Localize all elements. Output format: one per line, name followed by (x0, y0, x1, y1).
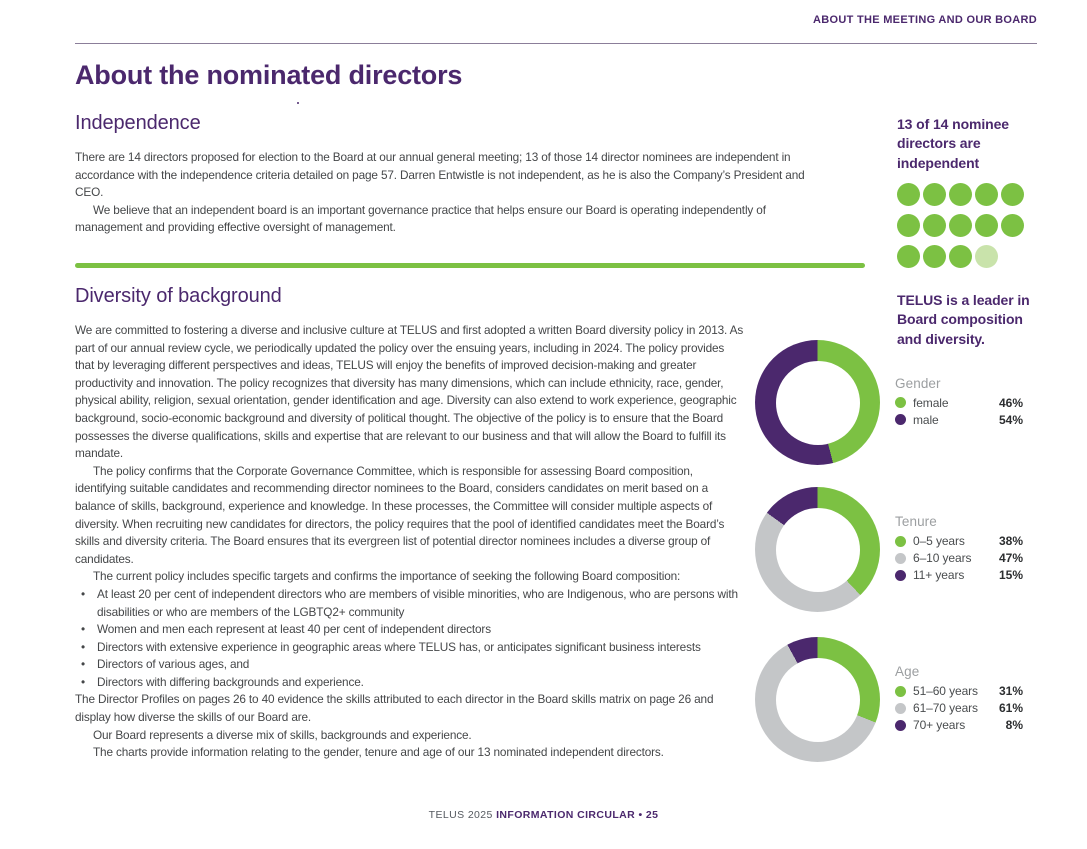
legend-value: 31% (998, 684, 1023, 698)
legend-value: 61% (998, 701, 1023, 715)
diversity-callout: TELUS is a leader in Board composition and diversity. (897, 292, 1030, 347)
legend-label: male (913, 412, 939, 427)
legend-title: Gender (895, 375, 941, 391)
independent-nominee-dot (975, 183, 998, 206)
legend-swatch-icon (895, 720, 906, 731)
legend-swatch-icon (895, 686, 906, 697)
diversity-closing-paragraph: Our Board represents a diverse mix of skills, backgrounds and experience. (93, 727, 472, 742)
diversity-paragraph: The current policy includes specific targets and confirms the importance of seeking the following Board composition: (93, 569, 681, 584)
legend-title: Tenure (895, 514, 937, 529)
legend-swatch-icon (895, 397, 906, 408)
legend-value: 38% (998, 534, 1023, 548)
legend-item (895, 684, 1023, 698)
page-footer (0, 809, 1087, 821)
legend-item (895, 396, 1023, 410)
tenure-chart-row (755, 487, 1045, 612)
legend-swatch-icon (895, 570, 906, 581)
legend-value: 54% (998, 412, 1023, 427)
legend-label: 51–60 years (913, 684, 978, 698)
independent-nominee-dot (949, 214, 972, 237)
diversity-heading: Diversity of background (75, 285, 282, 307)
age-chart-row (755, 637, 1045, 762)
independent-nominee-dot (949, 183, 972, 206)
bullet-item: • Directors with extensive experience in geographic areas where TELUS has, or anticipates significant business interests (75, 639, 745, 657)
legend-item (895, 718, 1023, 732)
bullet-item: • Directors of various ages, and (75, 656, 745, 674)
bullet-item: • Directors with differing backgrounds and experience. (75, 674, 745, 692)
title-footnote-mark (297, 102, 299, 104)
age-legend (895, 664, 1023, 735)
bullet-item: • Women and men each represent at least 40 per cent of independent directors (75, 621, 745, 639)
legend-swatch-icon (895, 553, 906, 564)
donut-hole (776, 361, 860, 445)
independence-section (75, 112, 820, 237)
independence-heading: Independence (75, 112, 201, 134)
legend-item (895, 413, 1023, 427)
legend-value: 46% (998, 395, 1023, 410)
legend-title: Age (895, 664, 920, 679)
independent-nominee-dot (923, 183, 946, 206)
diversity-paragraph: The policy confirms that the Corporate Governance Committee, which is responsible for assessing Board composition, identifying suitable candidates and recommending director nominees to the Board, considers candidates on merit based on a balance of skills, background, experience and knowledge. In these processes, the Committee will consider multiple aspects of diversity. When recruiting new candidates for directors, the policy requires that the pool of identified candidates meet the Board’s skills and diversity criteria. The Board ensures that its evergreen list of potential director nominees includes a diverse group of candidates. (75, 463, 725, 566)
independence-paragraph: We believe that an independent board is an important governance practice that helps ensure our Board is operating independently of management and providing effective oversight of management. (75, 202, 766, 235)
diversity-section (75, 285, 745, 762)
legend-item (895, 551, 1023, 565)
independent-nominee-dot (897, 214, 920, 237)
donut-hole (776, 658, 860, 742)
legend-swatch-icon (895, 414, 906, 425)
legend-item (895, 701, 1023, 715)
legend-value: 8% (1005, 718, 1023, 732)
footer-title-page-number: INFORMATION CIRCULAR • 25 (496, 809, 659, 821)
legend-label: 11+ years (913, 568, 965, 582)
gender-legend (895, 376, 1023, 430)
diversity-paragraph: We are committed to fostering a diverse and inclusive culture at TELUS and first adopted a written Board diversity policy in 2013. As part of our annual review cycle, we periodically updated the policy over the ensuing years, including in 2024. The policy provides that by leveraging different perspectives and ideas, TELUS will enjoy the benefits of improved decision-making and greater productivity and innovation. The policy recognizes that diversity has many dimensions, which can include ethnicity, race, gender, physical ability, religion, sexual orientation, gender identification and age. Diversity can also extend to work experience, geographic background, socio-economic background and diversity of political thought. The objective of the policy is to ensure that the Board possesses the diverse qualifications, skills and expertise that are relevant to our business and that will allow the Board to fulfill its mandate. (75, 323, 744, 461)
independent-nominee-dot (923, 245, 946, 268)
legend-label: 61–70 years (913, 701, 978, 715)
independent-nominee-dot (975, 214, 998, 237)
gender-donut-chart (755, 340, 880, 465)
header-rule (75, 43, 1037, 44)
legend-swatch-icon (895, 703, 906, 714)
nominee-dots-grid (897, 183, 1024, 268)
legend-label: 0–5 years (913, 534, 965, 548)
independent-nominee-dot (949, 245, 972, 268)
legend-swatch-icon (895, 536, 906, 547)
diversity-closing-paragraph: The Director Profiles on pages 26 to 40 evidence the skills attributed to each director in the Board skills matrix on page 26 and display how diverse the skills of our Board are. (75, 692, 714, 725)
independence-callout: 13 of 14 nominee directors are independent (897, 116, 1009, 171)
page-title: About the nominated directors (75, 60, 463, 90)
legend-item (895, 534, 1023, 548)
legend-value: 47% (998, 551, 1023, 565)
legend-label: 6–10 years (913, 551, 972, 565)
independent-nominee-dot (1001, 183, 1024, 206)
independence-paragraph: There are 14 directors proposed for election to the Board at our annual general meeting; 13 of those 14 director nominees are independent in accordance with the independence criteria detailed on page 57. Darren Entwistle is not independent, as he is also the Company’s President and CEO. (75, 150, 805, 200)
legend-label: 70+ years (913, 718, 966, 732)
legend-label: female (913, 395, 949, 410)
footer-publication: TELUS 2025 (428, 809, 497, 821)
diversity-closing-paragraph: The charts provide information relating to the gender, tenure and age of our 13 nominated independent directors. (93, 745, 664, 760)
donut-hole (776, 508, 860, 592)
legend-value: 15% (998, 568, 1023, 582)
section-divider (75, 263, 865, 268)
independent-nominee-dot (897, 183, 920, 206)
running-header: ABOUT THE MEETING AND OUR BOARD (813, 14, 1037, 26)
legend-item (895, 568, 1023, 582)
gender-chart-row (755, 340, 1045, 465)
bullet-item: • At least 20 per cent of independent directors who are members of visible minorities, who are Indigenous, who are persons with disabilities or who are members of the LGBTQ2+ community (75, 586, 745, 621)
independent-nominee-dot (897, 245, 920, 268)
tenure-legend (895, 514, 1023, 585)
independent-nominee-dot (923, 214, 946, 237)
diversity-bullet-list (75, 586, 745, 692)
tenure-donut-chart (755, 487, 880, 612)
age-donut-chart (755, 637, 880, 762)
non-independent-nominee-dot (975, 245, 998, 268)
independent-nominee-dot (1001, 214, 1024, 237)
